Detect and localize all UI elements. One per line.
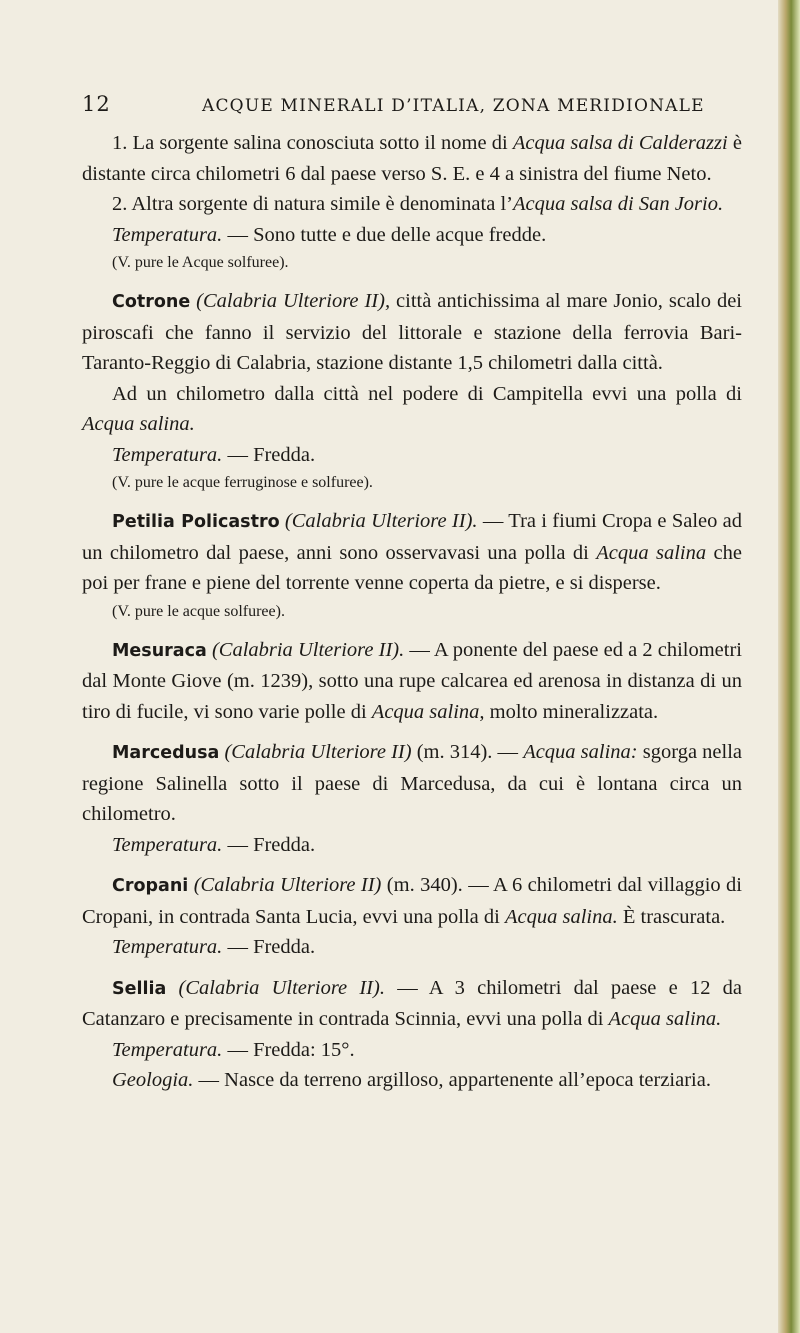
paragraph: Temperatura. — Fredda: 15°. xyxy=(112,1038,355,1061)
entry-mesuraca: Mesuraca (Calabria Ulteriore II). — A ponente del paese ed a 2 chilometri dal Monte Giove (m. 1239), sotto una rupe calcarea ed arenosa in distanza di un tiro di fucile, vi sono varie polle di Acqua salina, molto mineralizzata. xyxy=(82,638,742,723)
paragraph: Temperatura. — Fredda. xyxy=(112,936,316,958)
cross-reference-note: (V. pure le Acque solfuree). xyxy=(112,254,289,271)
paragraph: Temperatura. — Fredda. xyxy=(112,833,316,856)
paragraph: Temperatura. — Fredda. xyxy=(112,443,316,466)
paragraph: Ad un chilometro dalla città nel podere di Campitella evvi una polla di Acqua salina. xyxy=(82,382,742,435)
book-page xyxy=(82,92,742,1096)
cross-reference-note: (V. pure le acque solfuree). xyxy=(112,602,285,620)
paragraph: Geologia. — Nasce da terreno argilloso, appartenente all’epoca terziaria. xyxy=(112,1069,711,1091)
locality-name: Marcedusa xyxy=(112,743,220,763)
locality-name: Mesuraca xyxy=(112,640,207,661)
entry-marcedusa: Marcedusa (Calabria Ulteriore II) (m. 314). — Acqua salina: sgorga nella regione Salinella sotto il paese di Marcedusa, da cui è lontana circa un chilometro. xyxy=(82,741,743,825)
page-edge xyxy=(778,0,800,1333)
paragraph: 1. La sorgente salina conosciuta sotto il nome di Acqua salsa di Calderazzi è distante circa chilometri 6 dal paese verso S. E. e 4 a sinistra del fiume Neto. xyxy=(82,132,742,185)
locality-name: Petilia Policastro xyxy=(112,512,280,532)
entry-sellia: Sellia (Calabria Ulteriore II). — A 3 chilometri dal paese e 12 da Catanzaro e precisamente in contrada Scinnia, evvi una polla di Acqua salina. xyxy=(82,976,743,1030)
entry-cropani: Cropani (Calabria Ulteriore II) (m. 340). — A 6 chilometri dal villaggio di Cropani, in contrada Santa Lucia, evvi una polla di Acqua salina. È trascurata. xyxy=(82,874,743,928)
paragraph: Temperatura. — Sono tutte e due delle acque fredde. xyxy=(112,223,547,246)
locality-name: Cotrone xyxy=(112,292,191,312)
page-header xyxy=(82,92,742,120)
running-head: ACQUE MINERALI D’ITALIA, ZONA MERIDIONALE xyxy=(202,96,705,116)
entry-petilia-policastro: Petilia Policastro (Calabria Ulteriore II). — Tra i fiumi Cropa e Saleo ad un chilometro dal paese, anni sono osservavasi una polla di Acqua salina che poi per frane e piene del torrente venne coperta da pietre, e si disperse. xyxy=(82,510,743,594)
spacer xyxy=(82,727,742,737)
page-number: 12 xyxy=(82,92,111,116)
locality-name: Sellia xyxy=(112,978,167,999)
cross-reference-note: (V. pure le acque ferruginose e solfuree). xyxy=(112,474,373,491)
paragraph: 2. Altra sorgente di natura simile è denominata l’Acqua salsa di San Jorio. xyxy=(112,193,724,215)
locality-name: Cropani xyxy=(112,876,189,896)
spacer xyxy=(82,963,742,973)
entry-cotrone: Cotrone (Calabria Ulteriore II), città antichissima al mare Jonio, scalo dei piroscafi che fanno il servizio del littorale e stazione della ferrovia Bari-Taranto-Reggio di Calabria, stazione distante 1,5 chilometri dalla città. xyxy=(82,290,742,374)
spacer xyxy=(82,860,742,870)
